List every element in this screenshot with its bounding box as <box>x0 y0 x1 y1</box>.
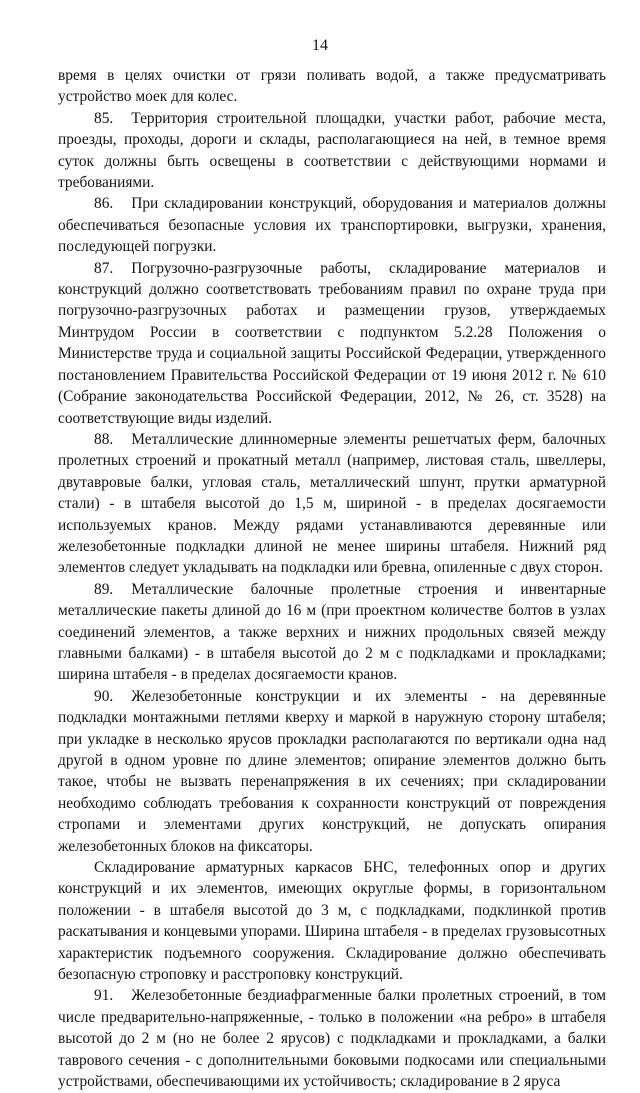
paragraph-continuation <box>58 65 606 108</box>
paragraph-number: 91. <box>94 987 114 1005</box>
document-body <box>58 65 606 1093</box>
paragraph-number: 85. <box>94 109 114 127</box>
paragraph-90-continued <box>58 857 606 985</box>
paragraph-text: Металлические балочные пролетные строения и инвентарные металлические пакеты длиной до 16 м (при проектном количестве болтов в узлах соединений элементов, а также верхних и нижних продольных связей между главными балками) - в штабеля высотой до 2 м с подкладками и прокладками; ширина штабеля - в пределах досягаемости кранов. <box>58 580 606 684</box>
paragraph-88 <box>58 429 606 579</box>
paragraph-87 <box>58 258 606 429</box>
paragraph-text: При складировании конструкций, оборудования и материалов должны обеспечиваться безопасные условия их транспортировки, выгрузки, хранения, последующей погрузки. <box>58 195 606 256</box>
paragraph-86 <box>58 193 606 257</box>
paragraph-91 <box>58 985 606 1092</box>
paragraph-text: Металлические длинномерные элементы решетчатых ферм, балочных пролетных строений и прокатный металл (например, листовая сталь, швеллеры, двутавровые балки, угловая сталь, металлический шпунт, прутки арматурной стали) - в штабеля высотой до 1,5 м, шириной - в пределах досягаемости используемых кранов. Между рядами устанавливаются деревянные или железобетонные подкладки длиной не менее ширины штабеля. Нижний ряд элементов следует укладывать на подкладки или бревна, опиленные с двух сторон. <box>58 430 606 577</box>
paragraph-number: 88. <box>94 430 114 448</box>
paragraph-number: 90. <box>94 687 114 705</box>
paragraph-text: Погрузочно-разгрузочные работы, складирование материалов и конструкций должно соответствовать требованиям правил по охране труда при погрузочно-разгрузочных работах и размещении грузов, утверждаемых Минтрудом России в соответствии с подпунктом 5.2.28 Положения о Министерстве труда и социальной защиты Российской Федерации, утвержденного постановлением Правительства Российской Федерации от 19 июня 2012 г. № 610 (Собрание законодательства Российской Федерации, 2012, № 26, ст. 3528) на соответствующие виды изделий. <box>58 259 606 427</box>
paragraph-90 <box>58 686 606 857</box>
paragraph-85 <box>58 108 606 194</box>
paragraph-text: Железобетонные бездиафрагменные балки пролетных строений, в том числе предварительно-напряженные, - только в положении «на ребро» в штабеля высотой до 2 м (но не более 2 ярусов) с подкладками и прокладками, а балки таврового сечения - с дополнительными боковыми подкосами или специальными устройствами, обеспечивающими их устойчивость; складирование в 2 яруса <box>58 987 606 1091</box>
paragraph-text: Территория строительной площадки, участки работ, рабочие места, проезды, проходы, дороги и склады, располагающиеся на ней, в темное время суток должны быть освещены в соответствии с действующими нормами и требованиями. <box>58 109 606 192</box>
paragraph-text: Складирование арматурных каркасов БНС, телефонных опор и других конструкций и их элементов, имеющих округлые формы, в горизонтальном положении - в штабеля высотой до 3 м, с подкладками, подклинкой против раскатывания и концевыми упорами. Ширина штабеля - в пределах грузовысотных характеристик подъемного сооружения. Складирование должно обеспечивать безопасную строповку и расстроповку конструкций. <box>58 859 606 984</box>
paragraph-number: 86. <box>94 195 114 213</box>
page-number: 14 <box>312 37 328 54</box>
paragraph-text: время в целях очистки от грязи поливать водой, а также предусматривать устройство моек для колес. <box>58 67 606 106</box>
paragraph-89 <box>58 579 606 686</box>
paragraph-text: Железобетонные конструкции и их элементы - на деревянные подкладки монтажными петлями кверху и маркой в наружную сторону штабеля; при укладке в несколько ярусов прокладки располагаются по вертикали одна над другой в одном уровне по длине элементов; опирание элементов должно быть такое, чтобы не вызвать перенапряжения в их сечениях; при складировании необходимо соблюдать требования к сохранности конструкций от повреждения стропами и элементами других конструкций, не допускать опирания железобетонных блоков на фиксаторы. <box>58 687 606 855</box>
paragraph-number: 87. <box>94 259 114 277</box>
paragraph-number: 89. <box>94 580 114 598</box>
